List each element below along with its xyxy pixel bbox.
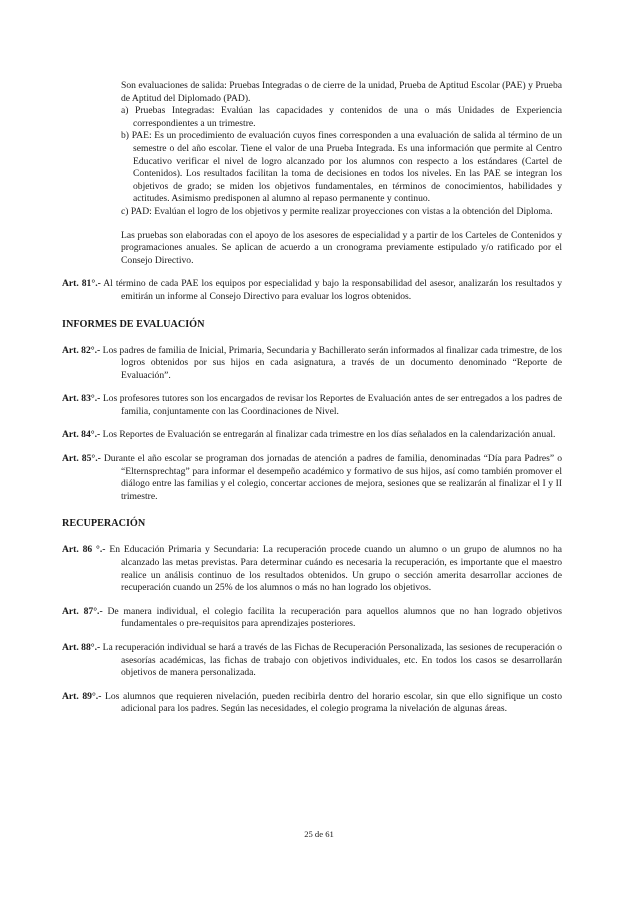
article-85-label: Art. 85°.-: [62, 453, 101, 465]
article-86-text: En Educación Primaria y Secundaria: La recuperación procede cuando un alumno o un grupo de alumnos no ha alcanzado las metas previstas. Para determinar cuándo es necesaria la recuperación, es importante que el maestro realice un análisis continuo de los resultados obtenidos. Un grupo o sección amerita desarrollar acciones de recuperación cuando un 25% de los alumnos o más no han logrado los objetivos.: [105, 544, 562, 594]
article-82-text: Los padres de familia de Inicial, Primaria, Secundaria y Bachillerato serán informados al finalizar cada trimestre, de los logros obtenidos por sus hijos en cada asignatura, a través de un documento denominado “Reporte de Evaluación”.: [100, 344, 563, 381]
article-82-label: Art. 82°.-: [62, 344, 101, 356]
intro-item-b: b) PAE: Es un procedimiento de evaluación cuyos fines corresponden a una evaluación de salida al término de un semestre o del año escolar. Tiene el valor de una Prueba Integrada. Es una información que permite al Centro Educativo verificar el nivel de logro alcanzado por los alumnos con respecto a los estándares (Cartel de Contenidos). Los resultados facilitan la toma de decisiones en todos los niveles. En las PAE se integran los objetivos de grado; se miden los objetivos fundamentales, en términos de conocimientos, habilidades y actitudes. Asimismo predisponen al alumno al repaso permanente y continuo.: [121, 130, 562, 205]
article-87: [62, 606, 562, 631]
article-83-text: Los profesores tutores son los encargados de revisar los Reportes de Evaluación antes de ser entregados a los padres de familia, conjuntamente con las Coordinaciones de Nivel.: [100, 393, 562, 417]
article-88-text: La recuperación individual se hará a través de las Fichas de Recuperación Personalizada, las sesiones de recuperación o asesorías académicas, las fichas de trabajo con objetivos individuales, etc. En todos los casos se desarrollarán objetivos de manera personalizada.: [100, 642, 563, 679]
article-81-label: Art. 81°.-: [62, 278, 101, 290]
intro-item-c: c) PAD: Evalúan el logro de los objetivos y permite realizar proyecciones con vistas a la obtención del Diploma.: [121, 205, 553, 217]
article-85-text: Durante el año escolar se programan dos jornadas de atención a padres de familia, denominadas “Día para Padres” o “Elternsprechtag” para informar el desempeño académico y formativo de sus hijos, así como también promover el diálogo entre las familias y el colegio, concertar acciones de mejora, sesiones que se realizarán al finalizar el I y II trimestre.: [100, 453, 562, 502]
article-81-text: Al término de cada PAE los equipos por especialidad y bajo la responsabilidad del asesor, analizarán los resultados y emitirán un informe al Consejo Directivo para evaluar los logros obtenidos.: [100, 278, 562, 302]
article-89-text: Los alumnos que requieren nivelación, pueden recibirla dentro del horario escolar, sin que ello signifique un costo adicional para los padres. Según las necesidades, el colegio programa la nivelación de algunas áreas.: [101, 690, 563, 715]
article-84-label: Art. 84°.-: [62, 429, 101, 441]
page-number: 25 de 61: [304, 829, 334, 839]
article-84-text: Los Reportes de Evaluación se entregarán al finalizar cada trimestre en los días señalados en la calendarización anual.: [100, 429, 556, 441]
intro-closing-paragraph: Las pruebas son elaboradas con el apoyo de los asesores de especialidad y a partir de los Carteles de Contenidos y programaciones anuales. Se aplican de acuerdo a un cronograma previamente estipulado y/o ratificado por el Consejo Directivo.: [121, 229, 562, 266]
section-heading-informes: INFORMES DE EVALUACIÓN: [62, 318, 205, 330]
article-88: [62, 642, 562, 680]
article-87-text: De manera individual, el colegio facilita la recuperación para aquellos alumnos que no han logrado objetivos fundamentales o pre-requisitos para aprendizajes posteriores.: [102, 605, 562, 630]
article-86: [62, 544, 562, 594]
intro-item-a: a) Pruebas Integradas: Evalúan las capacidades y contenidos de una o más Unidades de Experiencia correspondientes a un trimestre.: [121, 105, 562, 129]
article-85: [62, 453, 562, 503]
article-81: [62, 278, 562, 303]
document-page: [62, 80, 562, 716]
article-84: [62, 429, 562, 442]
article-88-label: Art. 88°.-: [62, 642, 101, 653]
article-86-label: Art. 86 °.-: [62, 544, 106, 556]
intro-paragraph: Son evaluaciones de salida: Pruebas Integradas o de cierre de la unidad, Prueba de Aptitud Escolar (PAE) y Prueba de Aptitud del Diplomado (PAD).: [121, 80, 562, 104]
article-83-label: Art. 83°.-: [62, 393, 101, 405]
article-89: [62, 691, 562, 716]
article-83: [62, 393, 562, 418]
article-89-label: Art. 89°.-: [62, 690, 102, 702]
article-82: [62, 345, 562, 383]
section-heading-recuperacion: RECUPERACIÓN: [62, 518, 146, 530]
article-87-label: Art. 87°.-: [62, 605, 103, 617]
